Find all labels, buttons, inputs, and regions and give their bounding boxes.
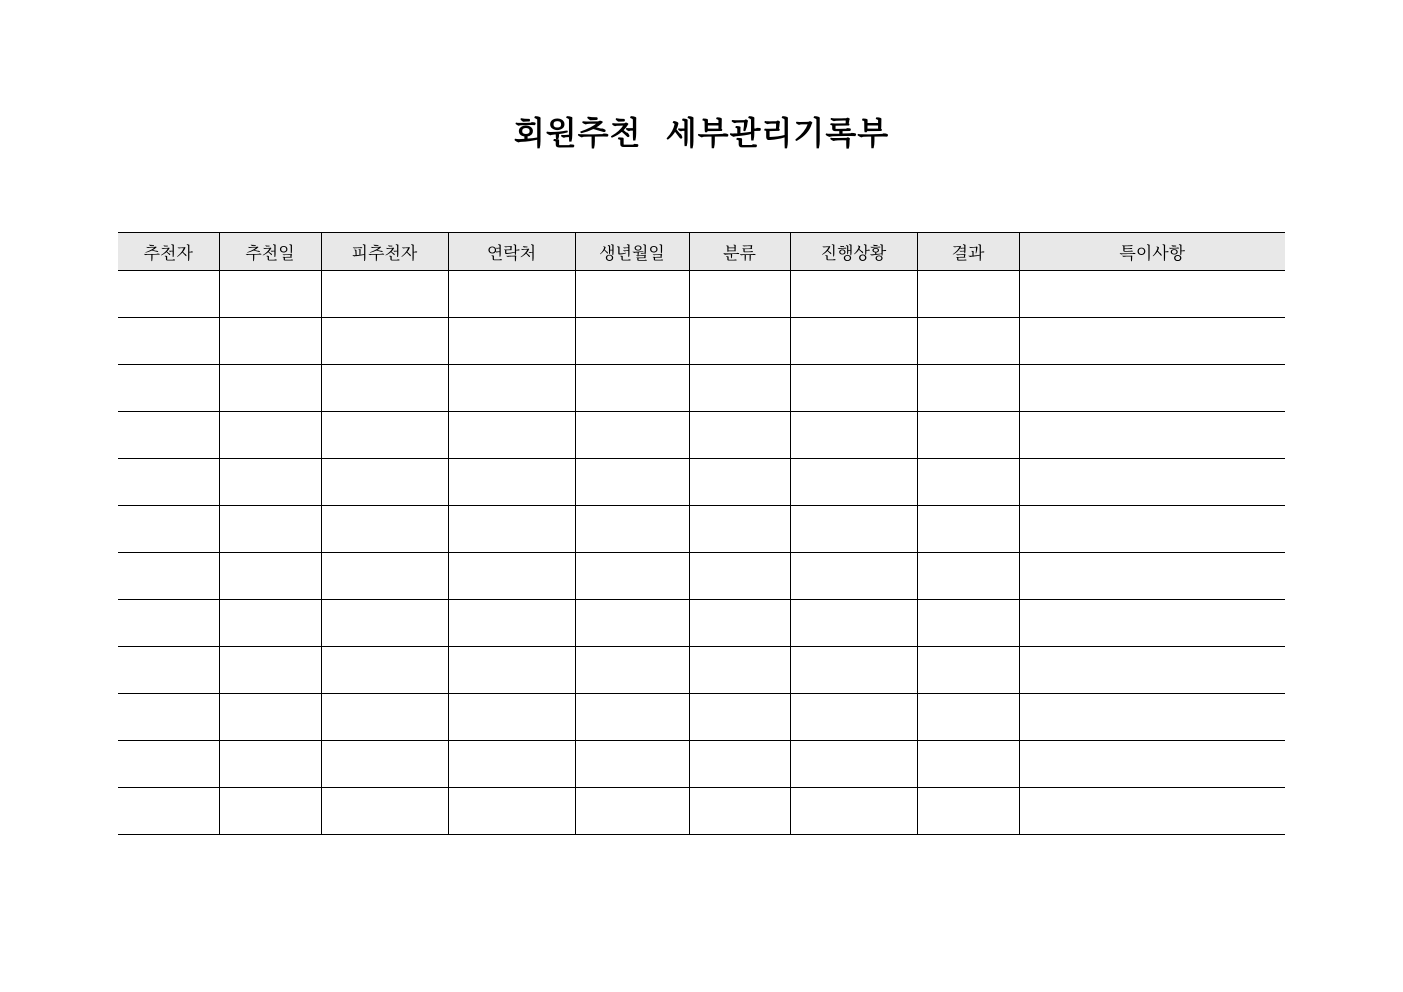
table-cell[interactable] (575, 318, 689, 365)
table-cell[interactable] (790, 741, 917, 788)
table-cell[interactable] (790, 365, 917, 412)
table-cell[interactable] (790, 459, 917, 506)
table-cell[interactable] (321, 271, 448, 318)
table-cell[interactable] (790, 271, 917, 318)
table-cell[interactable] (790, 506, 917, 553)
table-cell[interactable] (790, 553, 917, 600)
table-cell[interactable] (1019, 788, 1285, 835)
table-row (118, 271, 1285, 318)
page-title: 회원추천 세부관리기록부 (513, 114, 890, 152)
table-cell[interactable] (321, 506, 448, 553)
table-cell[interactable] (1019, 412, 1285, 459)
table-row (118, 459, 1285, 506)
column-header-birthdate: 생년월일 (575, 233, 689, 271)
table-cell[interactable] (790, 600, 917, 647)
table-cell[interactable] (321, 788, 448, 835)
table-cell[interactable] (575, 506, 689, 553)
table-cell[interactable] (321, 412, 448, 459)
table-cell[interactable] (448, 271, 575, 318)
table-cell[interactable] (790, 694, 917, 741)
table-cell[interactable] (689, 741, 790, 788)
table-cell[interactable] (219, 741, 321, 788)
table-cell[interactable] (448, 506, 575, 553)
table-cell[interactable] (575, 741, 689, 788)
table-cell[interactable] (1019, 318, 1285, 365)
table-cell[interactable] (575, 271, 689, 318)
column-header-recommend-date: 추천일 (219, 233, 321, 271)
table-cell[interactable] (917, 412, 1019, 459)
table-cell[interactable] (917, 647, 1019, 694)
table-cell[interactable] (219, 788, 321, 835)
table-cell[interactable] (917, 553, 1019, 600)
table-cell[interactable] (689, 318, 790, 365)
table-cell[interactable] (790, 412, 917, 459)
table-cell[interactable] (1019, 600, 1285, 647)
table-row (118, 788, 1285, 835)
table-cell[interactable] (1019, 459, 1285, 506)
table-header-row (118, 233, 1285, 271)
table-cell[interactable] (575, 365, 689, 412)
table-cell[interactable] (448, 553, 575, 600)
table-cell[interactable] (118, 553, 219, 600)
table-cell[interactable] (448, 459, 575, 506)
table-cell[interactable] (219, 271, 321, 318)
table-cell[interactable] (689, 271, 790, 318)
table-cell[interactable] (917, 788, 1019, 835)
table-cell[interactable] (917, 459, 1019, 506)
table-cell[interactable] (448, 647, 575, 694)
table-cell[interactable] (219, 365, 321, 412)
table-cell[interactable] (448, 741, 575, 788)
table-cell[interactable] (219, 412, 321, 459)
table-row (118, 600, 1285, 647)
table-cell[interactable] (1019, 694, 1285, 741)
table-cell[interactable] (118, 318, 219, 365)
table-cell[interactable] (689, 365, 790, 412)
table-cell[interactable] (917, 694, 1019, 741)
table-cell[interactable] (118, 788, 219, 835)
table-cell[interactable] (219, 459, 321, 506)
table-row (118, 506, 1285, 553)
table-cell[interactable] (118, 412, 219, 459)
table-cell[interactable] (689, 694, 790, 741)
table-cell[interactable] (321, 365, 448, 412)
table-cell[interactable] (321, 459, 448, 506)
table-cell[interactable] (575, 788, 689, 835)
table-cell[interactable] (219, 647, 321, 694)
table-cell[interactable] (575, 459, 689, 506)
table-row (118, 553, 1285, 600)
column-header-result: 결과 (917, 233, 1019, 271)
record-table (118, 232, 1285, 835)
table-cell[interactable] (118, 694, 219, 741)
table-row (118, 647, 1285, 694)
table-cell[interactable] (448, 412, 575, 459)
table-cell[interactable] (321, 318, 448, 365)
table-cell[interactable] (448, 694, 575, 741)
table-cell[interactable] (118, 647, 219, 694)
table-cell[interactable] (321, 694, 448, 741)
table-cell[interactable] (118, 365, 219, 412)
table-cell[interactable] (575, 694, 689, 741)
table-cell[interactable] (1019, 741, 1285, 788)
table-cell[interactable] (917, 365, 1019, 412)
column-header-contact: 연락처 (448, 233, 575, 271)
table-row (118, 318, 1285, 365)
table-cell[interactable] (219, 318, 321, 365)
table-cell[interactable] (1019, 365, 1285, 412)
table-row (118, 412, 1285, 459)
table-cell[interactable] (219, 600, 321, 647)
table-cell[interactable] (689, 506, 790, 553)
table-cell[interactable] (575, 412, 689, 459)
table-cell[interactable] (790, 647, 917, 694)
table-row (118, 365, 1285, 412)
table-cell[interactable] (917, 600, 1019, 647)
column-header-progress: 진행상황 (790, 233, 917, 271)
table-cell[interactable] (917, 506, 1019, 553)
table-cell[interactable] (118, 459, 219, 506)
table-cell[interactable] (321, 553, 448, 600)
table-cell[interactable] (917, 271, 1019, 318)
table-cell[interactable] (448, 318, 575, 365)
table-cell[interactable] (575, 553, 689, 600)
table-cell[interactable] (689, 647, 790, 694)
column-header-remarks: 특이사항 (1019, 233, 1285, 271)
table-cell[interactable] (790, 788, 917, 835)
table-cell[interactable] (448, 600, 575, 647)
table-cell[interactable] (118, 741, 219, 788)
table-cell[interactable] (689, 600, 790, 647)
table-row (118, 694, 1285, 741)
table-cell[interactable] (1019, 647, 1285, 694)
table-cell[interactable] (1019, 271, 1285, 318)
table-cell[interactable] (575, 647, 689, 694)
table-cell[interactable] (917, 318, 1019, 365)
column-header-category: 분류 (689, 233, 790, 271)
table-cell[interactable] (689, 412, 790, 459)
table-row (118, 741, 1285, 788)
table-cell[interactable] (790, 318, 917, 365)
table-cell[interactable] (118, 600, 219, 647)
table-cell[interactable] (118, 271, 219, 318)
table-cell[interactable] (448, 365, 575, 412)
table-cell[interactable] (219, 553, 321, 600)
table-cell[interactable] (448, 788, 575, 835)
table-cell[interactable] (219, 694, 321, 741)
table-cell[interactable] (1019, 506, 1285, 553)
table-cell[interactable] (689, 788, 790, 835)
table-cell[interactable] (689, 459, 790, 506)
table-cell[interactable] (118, 506, 219, 553)
table-cell[interactable] (575, 600, 689, 647)
table-cell[interactable] (321, 647, 448, 694)
table-cell[interactable] (321, 741, 448, 788)
table-body (118, 271, 1285, 835)
column-header-recommendee: 피추천자 (321, 233, 448, 271)
table-cell[interactable] (917, 741, 1019, 788)
table-cell[interactable] (219, 506, 321, 553)
column-header-recommender: 추천자 (118, 233, 219, 271)
table-cell[interactable] (1019, 553, 1285, 600)
table-cell[interactable] (689, 553, 790, 600)
table-cell[interactable] (321, 600, 448, 647)
